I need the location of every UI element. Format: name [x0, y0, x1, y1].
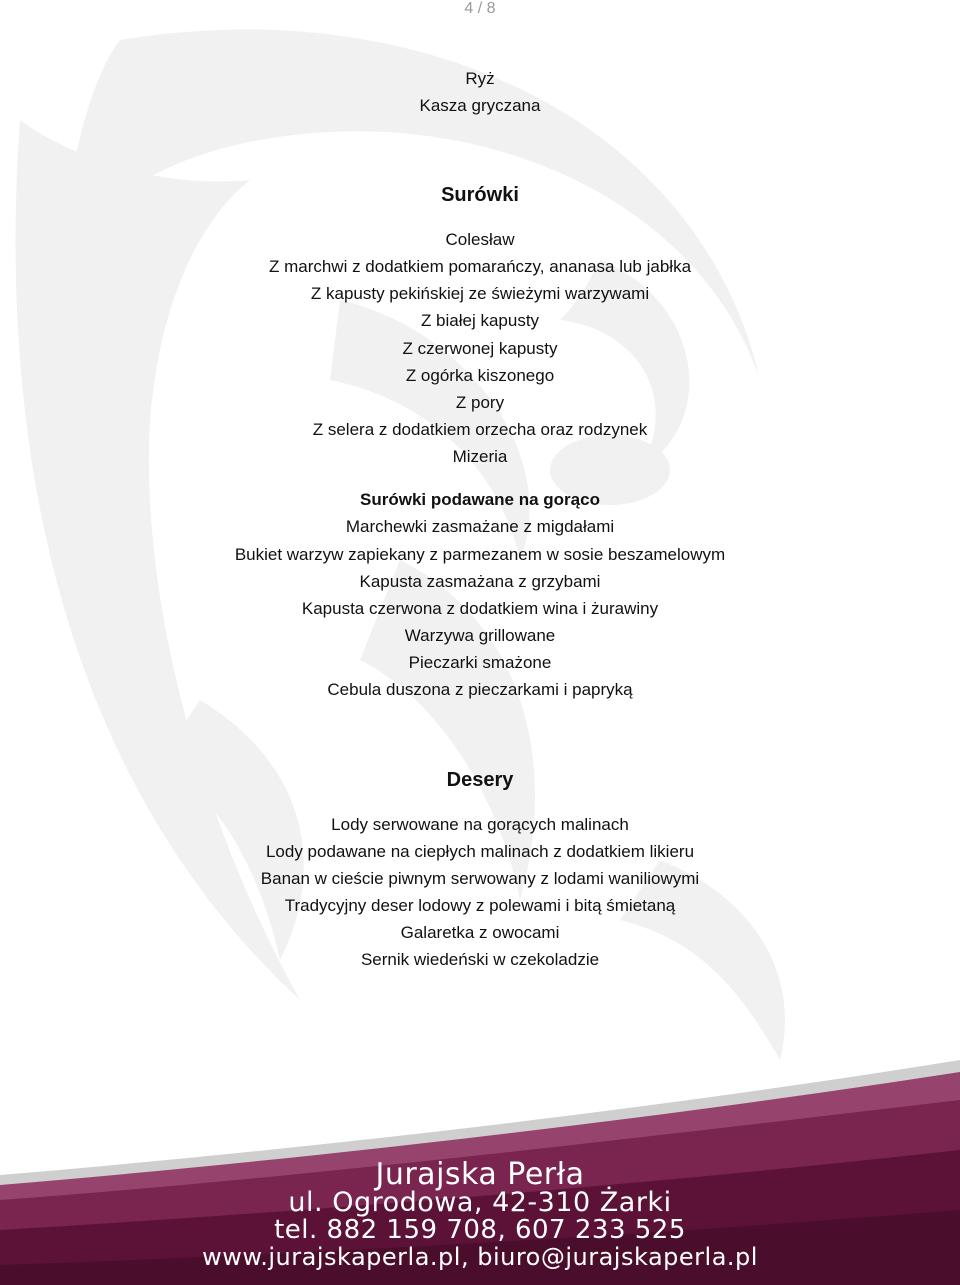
list-item: Lody podawane na ciepłych malinach z dodatkiem likieru	[265, 842, 695, 861]
section-heading-hot: Surówki podawane na gorąco	[360, 490, 600, 509]
list-item: Colesław	[445, 230, 515, 249]
list-item: Kapusta zasmażana z grzybami	[359, 572, 601, 591]
footer-restaurant-name: Jurajska Perła	[375, 1157, 585, 1192]
list-item: Bukiet warzyw zapiekany z parmezanem w sosie beszamelowym	[234, 545, 726, 564]
list-item: Warzywa grillowane	[404, 626, 556, 645]
list-item: Cebula duszona z pieczarkami i papryką	[327, 680, 633, 699]
list-item: Tradycyjny deser lodowy z polewami i bitą śmietaną	[284, 896, 676, 915]
list-item: Banan w cieście piwnym serwowany z lodami waniliowymi	[260, 869, 700, 888]
page-indicator: 4 / 8	[464, 0, 496, 17]
section-heading-surowki: Surówki	[441, 184, 519, 206]
list-item: Galaretka z owocami	[400, 923, 560, 942]
list-item: Z selera z dodatkiem orzecha oraz rodzynek	[312, 420, 648, 439]
footer-phone: tel. 882 159 708, 607 233 525	[274, 1215, 686, 1245]
list-item: Z ogórka kiszonego	[405, 366, 555, 385]
list-item: Sernik wiedeński w czekoladzie	[360, 950, 600, 969]
footer-website-email: www.jurajskaperla.pl, biuro@jurajskaperla.pl	[202, 1243, 758, 1271]
list-item: Kasza gryczana	[419, 96, 541, 115]
list-item: Lody serwowane na gorących malinach	[331, 815, 629, 834]
footer-address: ul. Ogrodowa, 42-310 Żarki	[288, 1187, 672, 1218]
list-item: Kapusta czerwona z dodatkiem wina i żurawiny	[301, 599, 659, 618]
list-item: Ryż	[465, 69, 495, 88]
list-item: Mizeria	[452, 447, 508, 466]
list-item: Z marchwi z dodatkiem pomarańczy, ananasa lub jabłka	[268, 257, 692, 276]
list-item: Z czerwonej kapusty	[402, 339, 558, 358]
list-item: Marchewki zasmażane z migdałami	[345, 517, 615, 536]
section-heading-desery: Desery	[446, 769, 514, 791]
list-item: Z kapusty pekińskiej ze świeżymi warzywami	[310, 284, 650, 303]
list-item: Pieczarki smażone	[408, 653, 552, 672]
list-item: Z pory	[455, 393, 505, 412]
list-item: Z białej kapusty	[420, 311, 540, 330]
